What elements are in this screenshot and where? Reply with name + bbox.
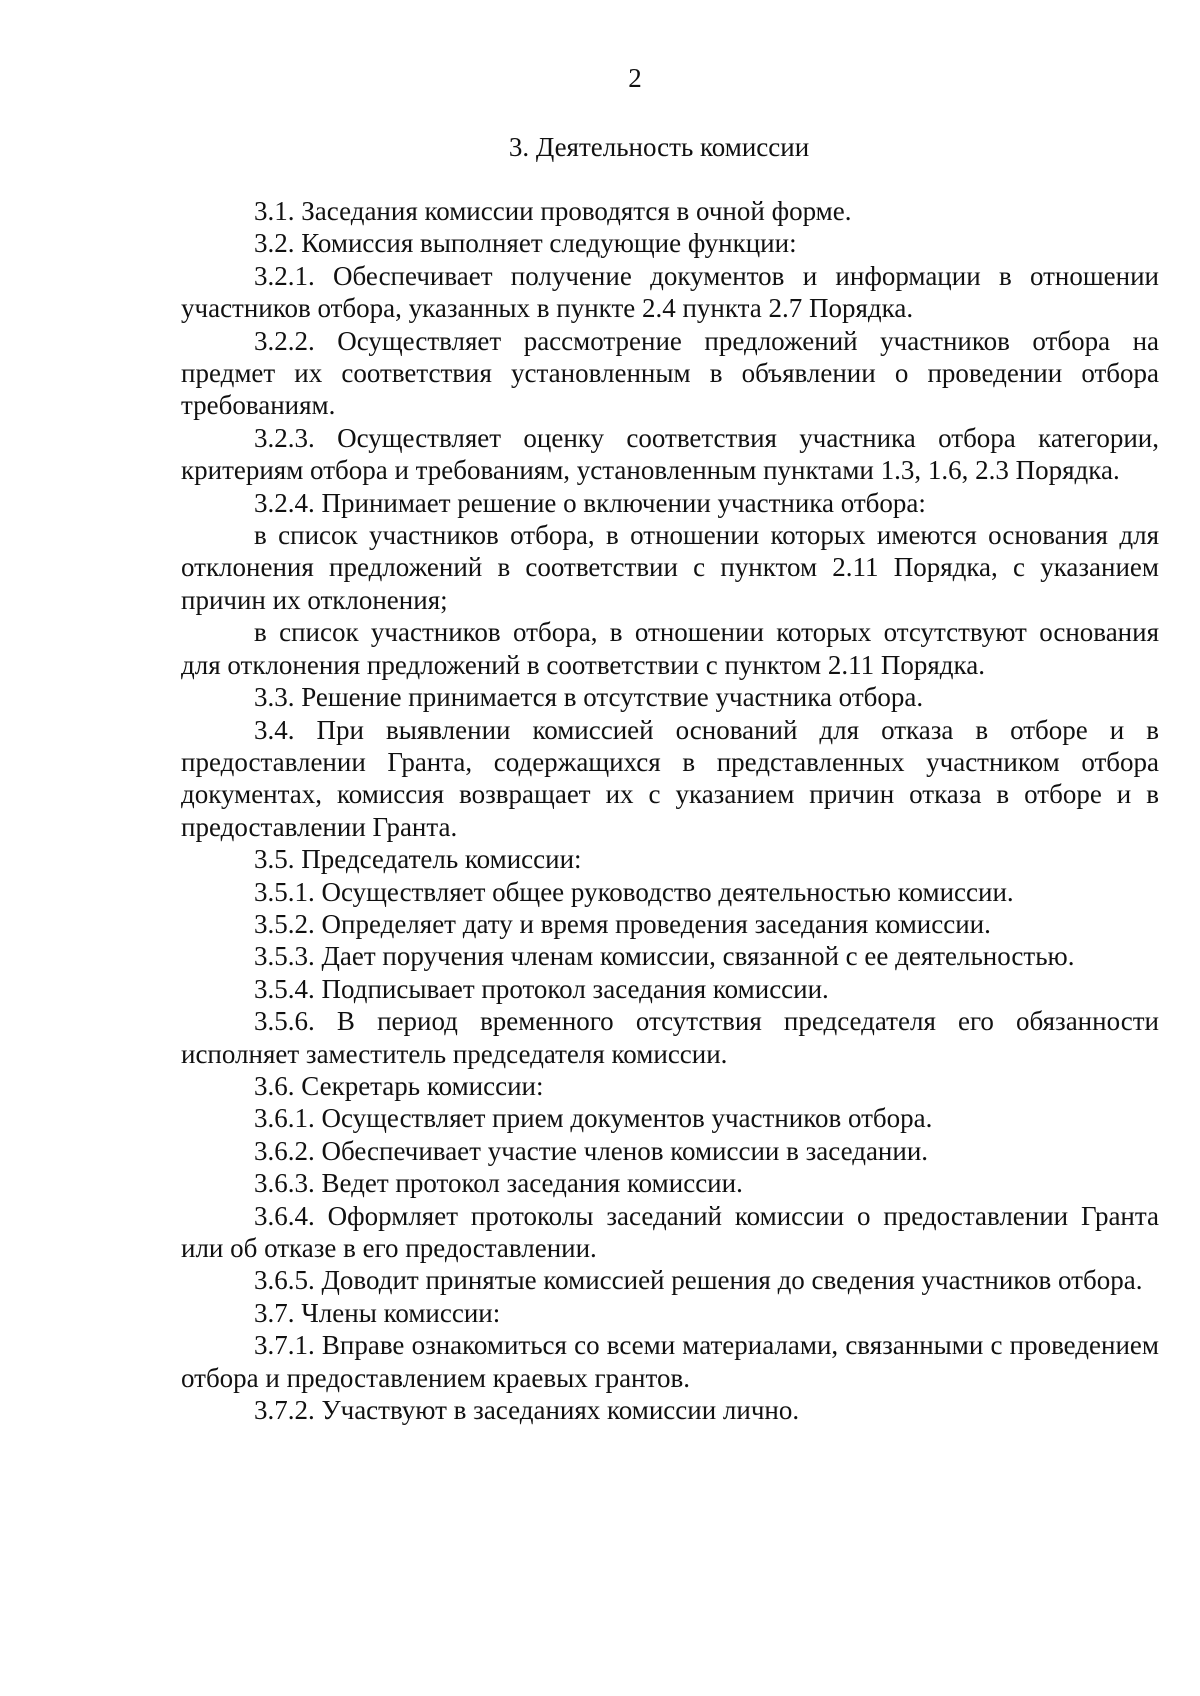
paragraph-3-3: 3.3. Решение принимается в отсутствие участника отбора. [254, 682, 924, 713]
paragraph-3-5-2: 3.5.2. Определяет дату и время проведения заседания комиссии. [254, 908, 991, 939]
paragraph-3-2-4: 3.2.4. Принимает решение о включении участника отбора: [254, 487, 926, 518]
section-title: 3. Деятельность комиссии [508, 132, 810, 162]
paragraph-3-6-5: 3.6.5. Доводит принятые комиссией решения до сведения участников отбора. [254, 1265, 1143, 1296]
paragraph-3-7-2: 3.7.2. Участвуют в заседаниях комиссии лично. [254, 1395, 800, 1426]
paragraph-3-6-1: 3.6.1. Осуществляет прием документов участников отбора. [254, 1103, 933, 1134]
paragraph-3-4: 3.4. При выявлении комиссией оснований для отказа в отборе и в предоставлении Гранта, содержащихся в представленных участником отбора документах, комиссия возвращает их с указанием причин отказа в отборе и в предоставлении Гранта. [181, 714, 1159, 842]
paragraph-3-5-3: 3.5.3. Дает поручения членам комиссии, связанной с ее деятельностью. [254, 941, 1075, 972]
paragraph-3-1: 3.1. Заседания комиссии проводятся в очной форме. [254, 196, 852, 226]
paragraph-3-2-1: 3.2.1. Обеспечивает получение документов и информации в отношении участников отбора, указанных в пункте 2.4 пункта 2.7 Порядка. [181, 260, 1159, 324]
paragraph-3-7: 3.7. Члены комиссии: [254, 1297, 501, 1328]
paragraph-3-6-2: 3.6.2. Обеспечивает участие членов комиссии в заседании. [254, 1135, 929, 1166]
page-number: 2 [628, 63, 642, 93]
paragraph-3-7-1: 3.7.1. Вправе ознакомиться со всеми материалами, связанными с проведением отбора и предоставлением краевых грантов. [181, 1330, 1159, 1393]
paragraph-3-2-4-list-1: в список участников отбора, в отношении которых имеются основания для отклонения предложений в соответствии с пунктом 2.11 Порядка, с указанием причин их отклонения; [181, 520, 1159, 615]
paragraph-3-6-4: 3.6.4. Оформляет протоколы заседаний комиссии о предоставлении Гранта или об отказе в его предоставлении. [181, 1200, 1159, 1263]
paragraph-3-2: 3.2. Комиссия выполняет следующие функции: [254, 228, 797, 259]
paragraph-3-2-3: 3.2.3. Осуществляет оценку соответствия участника отбора категории, критериям отбора и требованиям, установленным пунктами 1.3, 1.6, 2.3 Порядка. [181, 422, 1159, 486]
paragraph-3-2-4-list-2: в список участников отбора, в отношении которых отсутствуют основания для отклонения предложений в соответствии с пунктом 2.11 Порядка. [181, 617, 1159, 680]
paragraph-3-2-2: 3.2.2. Осуществляет рассмотрение предложений участников отбора на предмет их соответствия установленным в объявлении о проведении отбора требованиям. [181, 325, 1159, 421]
paragraph-3-5-1: 3.5.1. Осуществляет общее руководство деятельностью комиссии. [254, 876, 1014, 907]
paragraph-3-5-4: 3.5.4. Подписывает протокол заседания комиссии. [254, 973, 829, 1004]
paragraph-3-6: 3.6. Секретарь комиссии: [254, 1070, 544, 1101]
document-body [181, 195, 1159, 1426]
paragraph-3-5-6: 3.5.6. В период временного отсутствия председателя его обязанности исполняет заместитель председателя комиссии. [181, 1006, 1159, 1069]
paragraph-3-5: 3.5. Председатель комиссии: [254, 844, 582, 875]
paragraph-3-6-3: 3.6.3. Ведет протокол заседания комиссии. [254, 1168, 743, 1199]
